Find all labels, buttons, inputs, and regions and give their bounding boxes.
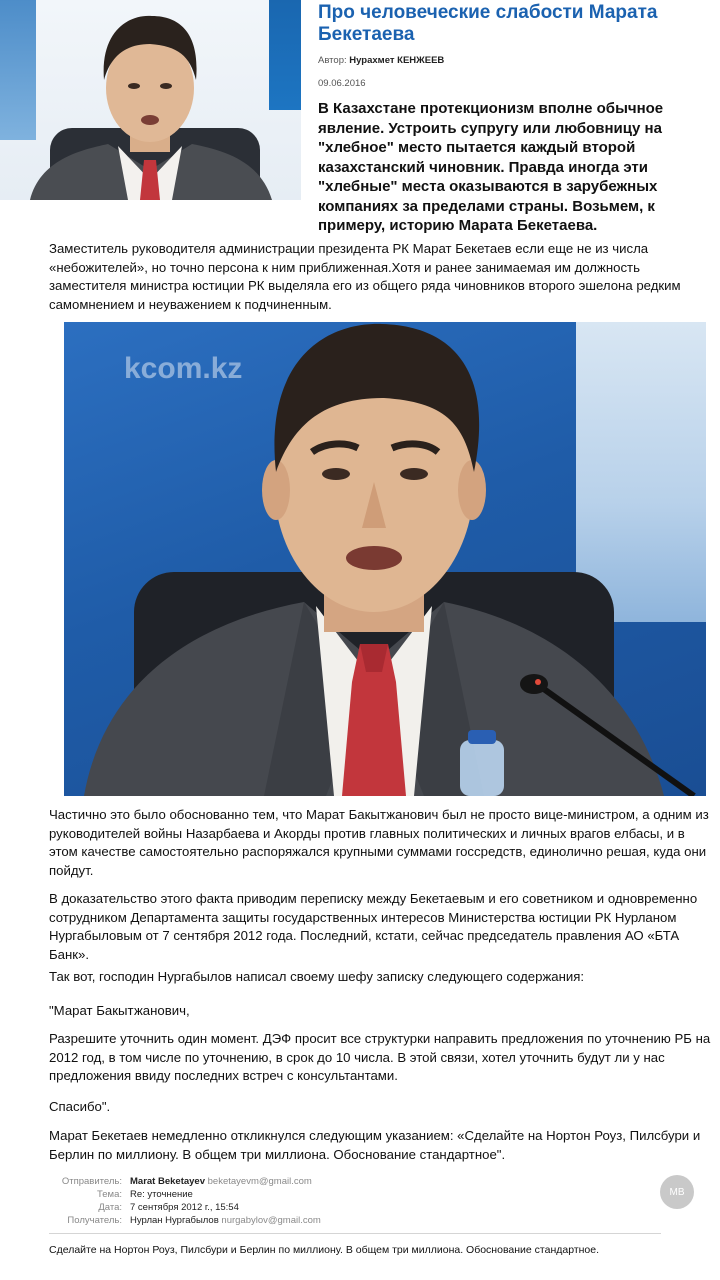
to-name[interactable]: Нурлан Нургабылов — [130, 1215, 219, 1226]
paragraph-6: Разрешите уточнить один момент. ДЭФ просит все структурки направить предложения по уточнению РБ на 2012 год, в том числе по уточнению, в срок до 10 числа. В этой связи, хотел уточнить будут ли у нас предложения ввиду последних встреч с консультантами. — [49, 1031, 711, 1083]
subject-value: Re: уточнение — [130, 1189, 193, 1200]
author-name[interactable]: Нурахмет КЕНЖЕЕВ — [349, 55, 445, 66]
date-label: Дата: — [98, 1202, 122, 1213]
sender-avatar[interactable]: MB — [660, 1175, 694, 1209]
author-label: Автор: — [318, 55, 347, 66]
paragraph-2: Частично это было обоснованно тем, что Марат Бакытжанович был не просто вице-министром, а одним из руководителей войны Назарбаева и Акорды против главных политических и личных врагов елбасы, и в этом качестве самостоятельно распоряжался крупными суммами госсредств, единолично решая, куда они пойдут. — [49, 807, 709, 878]
photo-watermark: kcom.kz — [124, 352, 243, 385]
article-title[interactable]: Про человеческие слабости Марата Бекетаева — [318, 2, 658, 45]
paragraph-7: Спасибо". — [49, 1099, 111, 1114]
email-body: Сделайте на Нортон Роуз, Пилсбури и Берлин по миллиону. В общем три миллиона. Обоснование стандартное. — [49, 1244, 600, 1256]
from-label: Отправитель: — [61, 1176, 122, 1187]
from-address[interactable]: beketayevm@gmail.com — [207, 1176, 312, 1187]
subject-label: Тема: — [96, 1189, 122, 1200]
article-author — [318, 55, 444, 66]
to-value — [130, 1215, 321, 1226]
paragraph-4: Так вот, господин Нургабылов написал своему шефу записку следующего содержания: — [49, 969, 585, 984]
from-value — [130, 1176, 312, 1187]
paragraph-1: Заместитель руководителя администрации президента РК Марат Бекетаев если еще не из числа «небожителей», но точно персона к ним приближенная.Хотя и ранее занимаемая им должность заместителя министра юстиции РК выделяла его из общего ряда чиновников второго эшелона редким самомнением и неуважением к подчиненным. — [49, 241, 681, 312]
main-photo — [64, 322, 706, 796]
article-date: 09.06.2016 — [318, 78, 366, 89]
paragraph-8: Марат Бекетаев немедленно откликнулся следующим указанием: «Сделайте на Нортон Роуз, Пилсбури и Берлин по миллиону. В общем три миллиона. Обоснование стандартное". — [49, 1128, 701, 1162]
author-photo-small — [0, 0, 301, 200]
date-value: 7 сентября 2012 г., 15:54 — [130, 1202, 239, 1213]
email-divider — [49, 1233, 661, 1234]
article-lead: В Казахстане протекционизм вполне обычное явление. Устроить супругу или любовницу на "хлебное" место пытается каждый второй казахстанский чиновник. Правда иногда эти "хлебные" места оказываются в зарубежных компаниях за пределами страны. Возьмем, к примеру, историю Марата Бекетаева. — [318, 100, 664, 234]
paragraph-3: В доказательство этого факта приводим переписку между Бекетаевым и его советником и одновременно сотрудником Департамента защиты государственных интересов Министерства юстиции РК Нурланом Нургабыловым от 7 сентября 2012 года. Последний, кстати, сейчас председатель правления АО «БТА Банк». — [49, 891, 698, 962]
to-label: Получатель: — [67, 1215, 122, 1226]
paragraph-5: "Марат Бакытжанович, — [49, 1003, 190, 1018]
from-name[interactable]: Marat Beketayev — [130, 1176, 205, 1187]
to-address[interactable]: nurgabylov@gmail.com — [221, 1215, 321, 1226]
